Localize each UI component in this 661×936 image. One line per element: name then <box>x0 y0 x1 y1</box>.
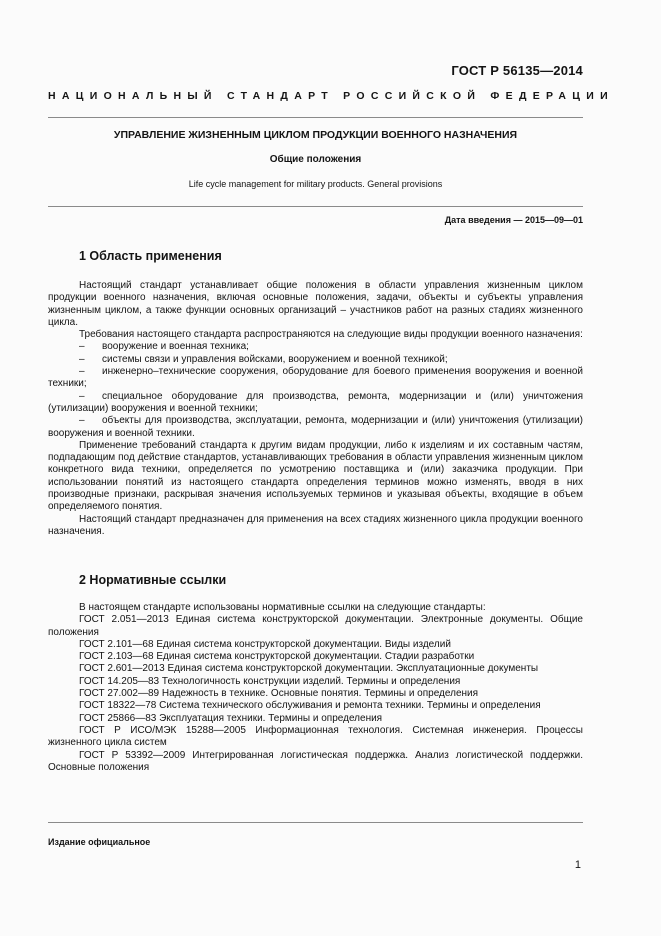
list-item-text: системы связи и управления войсками, вооружением и военной техникой; <box>102 353 448 365</box>
list-item <box>48 354 583 366</box>
references-intro: В настоящем стандарте использованы нормативные ссылки на следующие стандарты: <box>79 602 486 613</box>
list-item-text: специальное оборудование для производства, ремонта, модернизации и (или) уничтожения (утилизации) вооружения и военной техники; <box>48 390 583 414</box>
reference-entry: ГОСТ 14.205—83 Технологичность конструкции изделий. Термины и определения <box>79 675 461 687</box>
introduction-date: Дата введения — 2015—09—01 <box>444 215 583 225</box>
dash-marker: – <box>79 390 85 402</box>
document-english-title: Life cycle management for military products. General provisions <box>188 179 443 189</box>
section-heading-normative-references: 2 Нормативные ссылки <box>79 573 227 587</box>
paragraph: Требования настоящего стандарта распространяются на следующие виды продукции военного назначения: <box>79 329 583 341</box>
list-item-text: инженерно–технические сооружения, оборудование для боевого применения вооружения и военной техники; <box>48 366 583 390</box>
reference-entry: ГОСТ 2.103—68 Единая система конструкторской документации. Стадии разработки <box>79 651 475 663</box>
section-scope-body <box>48 280 583 538</box>
page-number: 1 <box>574 859 581 871</box>
footer-divider <box>48 822 583 823</box>
reference-entry: ГОСТ 18322—78 Система технического обслуживания и ремонта техники. Термины и определения <box>79 700 541 712</box>
official-edition-label: Издание официальное <box>48 837 151 847</box>
list-item <box>48 415 583 440</box>
section-heading-scope: 1 Область применения <box>79 249 222 263</box>
reference-entry: ГОСТ 2.601—2013 Единая система конструкторской документации. Эксплуатационные документы <box>79 663 539 675</box>
paragraph: Применение требований стандарта к другим видам продукции, либо к изделиям и их составным частям, подпадающим под действие стандартов, устанавливающих требования в области управления жизненным циклом конкретного вида техники, определяется по усмотрению поставщика и (или) заказчика продукции. При использовании понятий из настоящего стандарта определения терминов можно изменять, вводя в них производные признаки, раскрывая значения используемых терминов и указывая объекты, входящие в объем определяемого понятия. <box>48 439 583 513</box>
dash-marker: – <box>79 341 85 353</box>
title-bottom-divider <box>48 206 583 207</box>
reference-entry: ГОСТ 25866—83 Эксплуатация техники. Термины и определения <box>79 712 383 724</box>
list-item-text: вооружение и военная техника; <box>102 341 249 353</box>
dash-marker: – <box>79 366 85 378</box>
dash-marker: – <box>79 415 85 427</box>
national-standard-label: НАЦИОНАЛЬНЫЙ СТАНДАРТ РОССИЙСКОЙ ФЕДЕРАЦИИ <box>48 90 614 102</box>
document-subtitle: Общие положения <box>269 154 362 165</box>
reference-entry: ГОСТ Р ИСО/МЭК 15288—2005 Информационная технология. Системная инженерия. Процессы жизненного цикла систем <box>48 724 583 749</box>
paragraph: Настоящий стандарт устанавливает общие положения в области управления жизненным циклом продукции военного назначения, включая основные положения, задачи, объекты и субъекты управления жизненным циклом, а также функции основных организаций – участников работ на разных стадиях жизненного цикла. <box>48 280 583 328</box>
list-item <box>48 366 583 391</box>
dash-marker: – <box>79 353 85 365</box>
list-item <box>48 391 583 416</box>
reference-entry: ГОСТ Р 53392—2009 Интегрированная логистическая поддержка. Анализ логистической поддержки. Основные положения <box>48 749 583 773</box>
reference-entry: ГОСТ 27.002—89 Надежность в технике. Основные понятия. Термины и определения <box>79 688 479 700</box>
gost-number: ГОСТ Р 56135—2014 <box>451 63 583 78</box>
paragraph: Настоящий стандарт предназначен для применения на всех стадиях жизненного цикла продукции военного назначения. <box>48 513 583 537</box>
list-item <box>48 341 583 353</box>
reference-entry: ГОСТ 2.101—68 Единая система конструкторской документации. Виды изделий <box>79 638 451 650</box>
reference-entry: ГОСТ 2.051—2013 Единая система конструкторской документации. Электронные документы. Общие положения <box>48 614 583 638</box>
list-item-text: объекты для производства, эксплуатации, ремонта, модернизации и (или) уничтожения (утилизации) вооружения и военной техники. <box>48 415 583 439</box>
section-references-body <box>48 602 583 774</box>
document-title: УПРАВЛЕНИЕ ЖИЗНЕННЫМ ЦИКЛОМ ПРОДУКЦИИ ВОЕННОГО НАЗНАЧЕНИЯ <box>113 129 518 141</box>
title-top-divider <box>48 117 583 118</box>
